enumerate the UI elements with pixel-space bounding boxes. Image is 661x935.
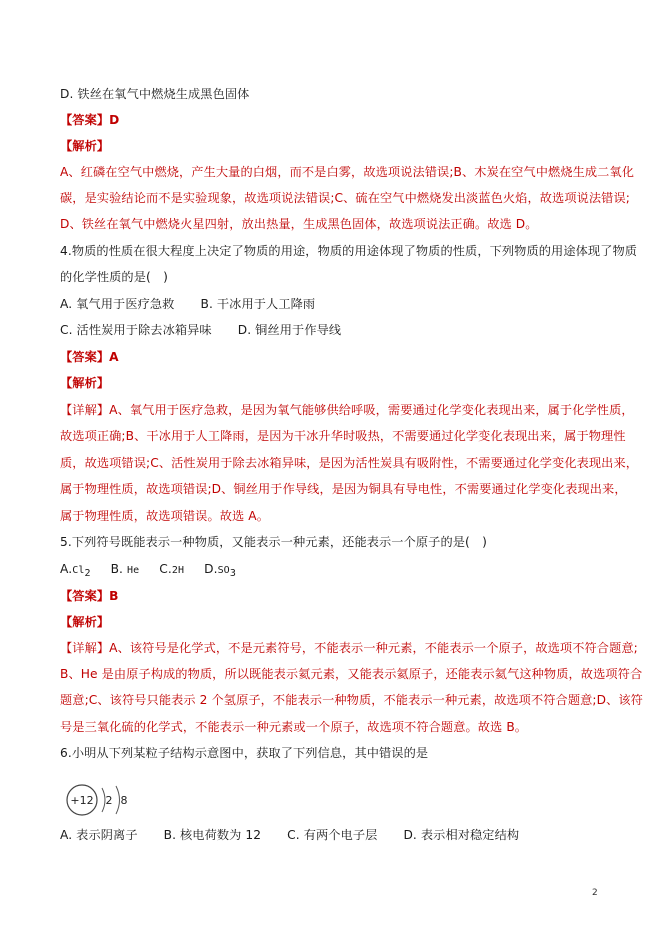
- q5-option-c: C.2H: [159, 562, 185, 576]
- q4-stem-line-1: 4.物质的性质在很大程度上决定了物质的用途，物质的用途体现了物质的性质，下列物质的用途体现了物质: [60, 244, 638, 258]
- q5-option-d: $D.SO_3$: [204, 562, 236, 579]
- q3-analysis-label: 【解析】: [60, 139, 110, 153]
- shell-2-electrons: 8: [120, 794, 128, 807]
- q5-detail-line-1: 【详解】A、该符号是化学式，不是元素符号，不能表示一种元素，不能表示一个原子，故选项不符合题意;: [60, 641, 638, 655]
- q5-option-b: B. He: [110, 562, 140, 576]
- q5-detail-line-3: 题意;C、该符号只能表示 2 个氢原子，不能表示一种物质，不能表示一种元素，故选项不符合题意;D、该符: [60, 693, 643, 707]
- q6-option-c: C. 有两个电子层: [287, 828, 378, 842]
- q4-option-a: A. 氧气用于医疗急救: [60, 297, 175, 311]
- q4-detail-line-2: 故选项正确;B、干冰用于人工降雨，是因为干冰升华时吸热，不需要通过化学变化表现出来，属于物理性: [60, 429, 626, 443]
- q3-answer: 【答案】D: [60, 113, 120, 127]
- q6-option-b: B. 核电荷数为 12: [163, 828, 262, 842]
- q6-stem: 6.小明从下列某粒子结构示意图中，获取了下列信息，其中错误的是: [60, 746, 429, 760]
- q3-option-d: D. 铁丝在氧气中燃烧生成黑色固体: [60, 87, 250, 101]
- q5-option-a: $A.Cl_2$: [60, 562, 91, 579]
- q5-stem: 5.下列符号既能表示一种物质，又能表示一种元素，还能表示一个原子的是( ): [60, 535, 488, 549]
- q5-options-row: [60, 561, 236, 582]
- electron-shell-2: [116, 786, 120, 814]
- q4-options-row-1: [60, 296, 315, 312]
- nucleus-charge: +12: [70, 794, 94, 807]
- q4-detail-line-1: 【详解】A、氧气用于医疗急救，是因为氧气能够供给呼吸，需要通过化学变化表现出来，属于化学性质，: [60, 403, 634, 417]
- q4-detail-line-4: 属于物理性质，故选项错误;D、铜丝用于作导线，是因为铜具有导电性，不需要通过化学变化表现出来，: [60, 482, 627, 496]
- q3-analysis-line-3: D、铁丝在氧气中燃烧火星四射，放出热量，生成黑色固体，故选项说法正确。故选 D。: [60, 217, 538, 231]
- q3-analysis-line-2: 碳，是实验结论而不是实验现象，故选项说法错误;C、硫在空气中燃烧发出淡蓝色火焰，故选项说法错误;: [60, 191, 630, 205]
- q5-answer: 【答案】B: [60, 589, 119, 603]
- shell-1-electrons: 2: [105, 794, 113, 807]
- q4-analysis-label: 【解析】: [60, 376, 110, 390]
- q5-detail-line-2: B、He 是由原子构成的物质，所以既能表示氦元素，又能表示氦原子，还能表示氦气这种物质，故选项符合: [60, 667, 643, 681]
- q4-answer: 【答案】A: [60, 350, 119, 364]
- q4-stem-line-2: 的化学性质的是( ): [60, 270, 169, 284]
- q4-options-row-2: [60, 322, 341, 338]
- q4-detail-line-5: 属于物理性质，故选项错误。故选 A。: [60, 509, 270, 523]
- page-number: 2: [592, 888, 598, 898]
- q5-analysis-label: 【解析】: [60, 615, 110, 629]
- q6-option-a: A. 表示阴离子: [60, 828, 138, 842]
- q3-analysis-line-1: A、红磷在空气中燃烧，产生大量的白烟，而不是白雾，故选项说法错误;B、木炭在空气中燃烧生成二氧化: [60, 165, 635, 179]
- atom-structure-diagram: [62, 780, 142, 820]
- q4-option-b: B. 干冰用于人工降雨: [200, 297, 316, 311]
- q4-option-d: D. 铜丝用于作导线: [237, 323, 342, 337]
- q4-detail-line-3: 质，故选项错误;C、活性炭用于除去冰箱异味，是因为活性炭具有吸附性，不需要通过化学变化表现出来，: [60, 456, 639, 470]
- q4-option-c: C. 活性炭用于除去冰箱异味: [60, 323, 212, 337]
- q6-options-row: [60, 827, 519, 843]
- q6-option-d: D. 表示相对稳定结构: [403, 828, 520, 842]
- q5-detail-line-4: 号是三氧化硫的化学式，不能表示一种元素或一个原子，故选项不符合题意。故选 B。: [60, 720, 528, 734]
